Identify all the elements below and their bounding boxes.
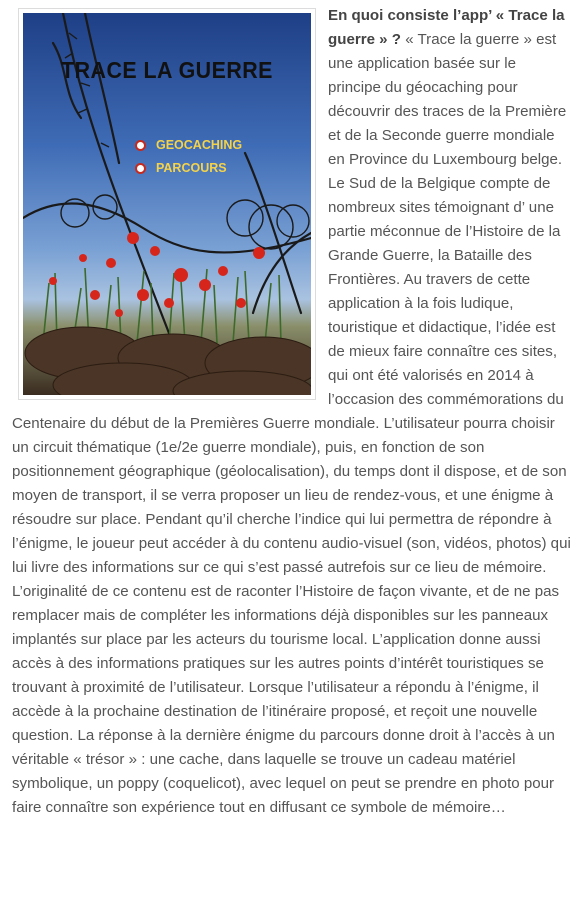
poster-option-parcours [135, 156, 227, 180]
poster-title: TRACE LA GUERRE [61, 57, 273, 83]
article [0, 4, 576, 820]
poster-image [18, 8, 316, 400]
poster-option-geocaching [135, 133, 242, 157]
radio-bullet-icon [135, 140, 146, 151]
radio-bullet-icon [135, 163, 146, 174]
article-body: « Trace la guerre » est une application basée sur le principe du géocaching pour découvrir des traces de la Première et de la Seconde guerre mondiale en Province du Luxembourg belge. Le Sud de la Belgique compte de nombreux sites témoignant d’ une partie méconnue de l’Histoire de la Grande Guerre, la Bataille des Frontières. Au travers de cette application à la fois ludique, touristique et didactique, l’idée est de mieux faire connaître ces sites, qui ont été valorisés en 2014 à l’occasion des commémorations du Centenaire du début de la Premières Guerre mondiale. L’utilisateur pourra choisir un circuit thématique (1e/2e guerre mondiale), puis, en fonction de son positionnement géographique (géolocalisation), du temps dont il dispose, et de son moyen de transport, il se verra proposer un lieu de rendez-vous, et une énigme à résoudre sur place. Pendant qu’il cherche l’indice qui lui permettra de répondre à l’énigme, le joueur peut accéder à du contenu audio-visuel (son, vidéos, photos) qui lui livre des informations sur ce qui s’est passé autrefois sur ce lieu de mémoire. L’originalité de ce contenu est de raconter l’Histoire de façon vivante, et de ne pas remplacer mais de compléter les informations déjà disponibles sur les panneaux implantés sur place par les acteurs du tourisme local. L’application donne aussi accès à des informations pratiques sur les autres points d’intérêt touristiques se trouvant à proximité de l’utilisateur. Lorsque l’utilisateur a répondu à l’énigme, il accède à la prochaine destination de l’itinéraire proposé, et reçoit une nouvelle question. La réponse à la dernière énigme du parcours donne droit à l’accès à un véritable « trésor » : une cache, dans laquelle se trouve un cadeau matériel symbolique, un poppy (coquelicot), avec lequel on peut se prendre en photo pour faire connaître son expérience tout en diffusant ce symbole de mémoire… [12, 31, 571, 816]
poster-option-label: PARCOURS [156, 161, 227, 175]
poster-artwork [23, 13, 311, 395]
article-question: En quoi consiste l’app’ « Trace la guerre » ? [328, 7, 565, 48]
poster-option-label: GEOCACHING [156, 138, 243, 152]
